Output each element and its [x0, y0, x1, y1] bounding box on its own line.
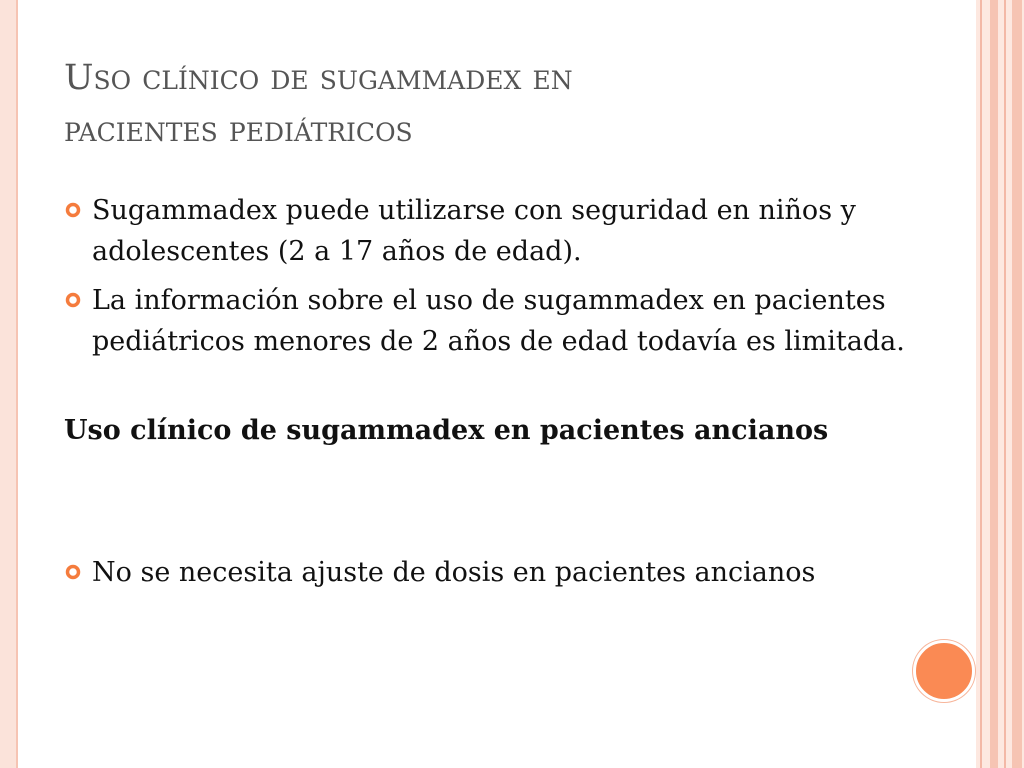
bullet-item — [64, 552, 815, 593]
right-border-stripe — [1012, 0, 1022, 768]
orange-ring-bullet-icon — [65, 202, 81, 218]
right-border-stripe — [990, 0, 998, 768]
section-subheading: Uso clínico de sugammadex en pacientes ancianos — [64, 415, 829, 446]
slide-title-line-1: Uso clínico de sugammadex en — [64, 58, 573, 98]
right-border-stripe — [980, 0, 982, 768]
bullet-text: Sugammadex puede utilizarse con seguridad en niños y adolescentes (2 a 17 años de edad). — [92, 195, 856, 267]
orange-accent-circle — [913, 640, 975, 702]
bullet-text: No se necesita ajuste de dosis en pacientes ancianos — [92, 557, 816, 588]
left-decorative-border — [0, 0, 18, 768]
orange-ring-bullet-icon — [65, 292, 81, 308]
bullet-text: La información sobre el uso de sugammadex en pacientes pediátricos menores de 2 años de edad todavía es limitada. — [92, 285, 905, 357]
slide-title-line-2: pacientes pediátricos — [64, 110, 413, 150]
right-border-stripe — [1004, 0, 1006, 768]
bullet-item — [64, 280, 944, 362]
slide-title — [64, 52, 944, 156]
orange-ring-bullet-icon — [65, 564, 81, 580]
bullet-item — [64, 190, 944, 272]
